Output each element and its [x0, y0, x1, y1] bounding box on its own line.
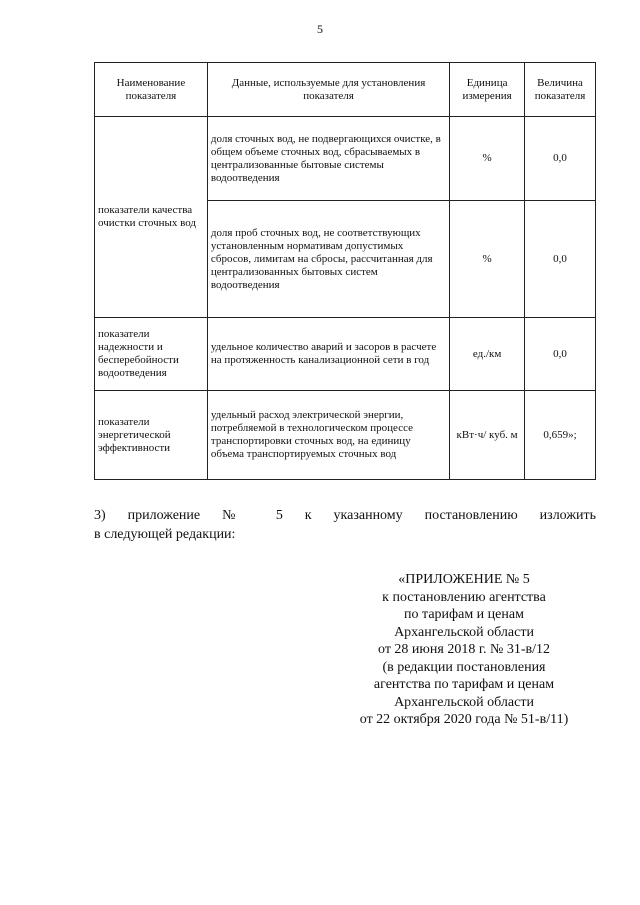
header-name: Наименование показателя: [95, 63, 208, 117]
header-value: Величина показателя: [525, 63, 596, 117]
header-unit: Единица измерения: [450, 63, 525, 117]
row-unit-cell: ед./км: [450, 318, 525, 391]
row-value-cell: 0,0: [525, 318, 596, 391]
row-data-cell: доля проб сточных вод, не соответствующих установленным нормативам допустимых сбросов, лимитам на сбросы, рассчитанная для централизованных бытовых систем водоотведения: [207, 201, 449, 318]
item3-paragraph: 3) приложение № 5 к указанному постановлению изложить: [94, 508, 596, 523]
header-data: Данные, используемые для установления показателя: [207, 63, 449, 117]
group-reliability-cell: показатели надежности и бесперебойности водоотведения: [95, 318, 208, 391]
table-row: [95, 391, 596, 480]
row-data-cell: удельное количество аварий и засоров в расчете на протяженность канализационной сети в год: [207, 318, 449, 391]
row-data-cell: доля сточных вод, не подвергающихся очистке, в общем объеме сточных вод, сбрасываемых в централизованные бытовые системы водоотведения: [207, 117, 449, 201]
row-unit-cell: %: [450, 117, 525, 201]
appendix-line: к постановлению агентства: [382, 589, 546, 605]
group-energy-cell: показатели энергетической эффективности: [95, 391, 208, 480]
appendix-line: от 28 июня 2018 г. № 31-в/12: [378, 642, 550, 657]
row-unit-cell: кВт·ч/ куб. м: [450, 391, 525, 480]
table-header-row: [95, 63, 596, 117]
row-data-cell: удельный расход электрической энергии, потребляемой в технологическом процессе транспортировки сточных вод, на единицу объема транспортируемых сточных вод: [207, 391, 449, 480]
appendix-line: Архангельской области: [394, 694, 534, 710]
indicators-table: [94, 62, 596, 480]
appendix-line: от 22 октября 2020 года № 51-в/11): [359, 712, 569, 727]
table-row: [95, 318, 596, 391]
row-value-cell: 0,659»;: [525, 391, 596, 480]
page-number: 5: [317, 22, 323, 36]
appendix-line: Архангельской области: [394, 624, 534, 640]
item3-paragraph-continuation: в следующей редакции:: [94, 527, 236, 542]
row-unit-cell: %: [450, 201, 525, 318]
row-value-cell: 0,0: [525, 117, 596, 201]
appendix-title: «ПРИЛОЖЕНИЕ № 5: [398, 572, 530, 587]
row-value-cell: 0,0: [525, 201, 596, 318]
table-row: [95, 117, 596, 201]
appendix-line: агентства по тарифам и ценам: [373, 677, 555, 692]
appendix-line: (в редакции постановления: [382, 659, 546, 675]
appendix-header-block: [330, 571, 598, 729]
appendix-line: по тарифам и ценам: [404, 607, 524, 622]
group-quality-cell: показатели качества очистки сточных вод: [95, 117, 208, 318]
